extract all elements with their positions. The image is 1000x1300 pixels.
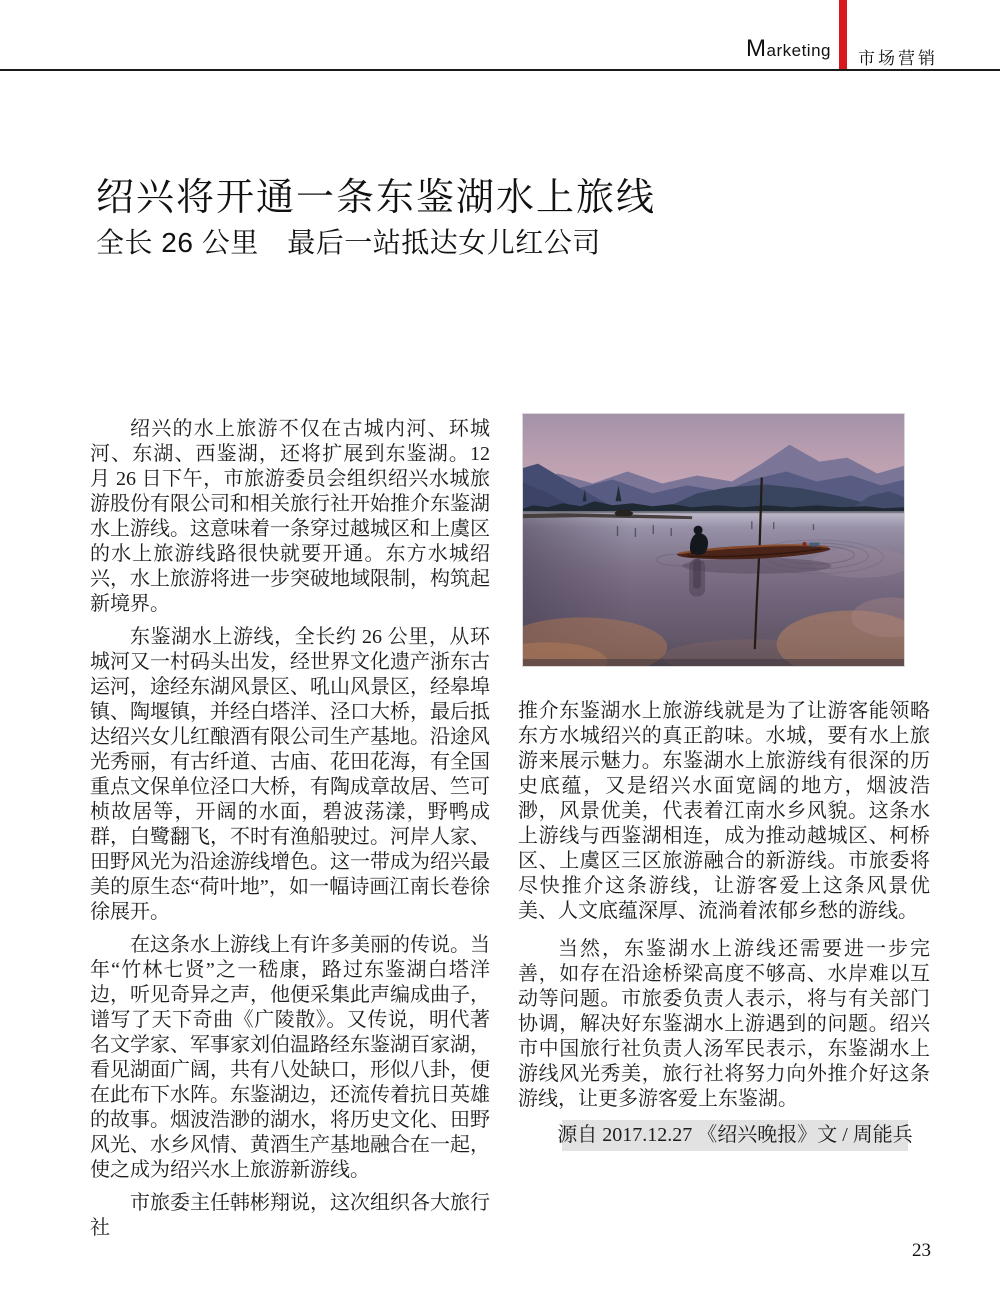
article-subtitle: 全长 26 公里 最后一站抵达女儿红公司 [96,227,601,258]
header-rule [0,69,1000,71]
section-label-en-rest: arketing [766,41,831,60]
lake-dusk-photo-illustration [523,414,904,666]
paragraph-3: 在这条水上游线上有许多美丽的传说。当年“竹林七贤”之一嵇康，路过东鉴湖白塔洋边，听见奇异之声，他便采集此声编成曲子，谱写了天下奇曲《广陵散》。又传说，明代著名文学家、军事家刘伯温路经东鉴湖百家湖，看见湖面广阔，共有八处缺口，形似八卦，便在此布下水阵。东鉴湖边，还流传着抗日英雄的故事。烟波浩渺的湖水，将历史文化、田野风光、水乡风情、黄酒生产基地融合在一起，使之成为绍兴水上旅游新游线。 [90,934,490,1181]
section-label-en-initial: M [746,35,767,62]
title-block [96,176,816,260]
header-red-accent-bar [839,0,847,69]
paragraph-6: 当然，东鉴湖水上游线还需要进一步完善，如存在沿途桥梁高度不够高、水岸难以互动等问题。市旅委负责人表示，将与有关部门协调，解决好东鉴湖水上游遇到的问题。绍兴市中国旅行社负责人汤军民表示，东鉴湖水上游线风光秀美，旅行社将努力向外推介好这条游线，让更多游客爱上东鉴湖。 [518,938,930,1110]
section-label-zh: 市场营销 [858,49,938,68]
paragraph-4: 市旅委主任韩彬翔说，这次组织各大旅行社 [90,1192,490,1239]
page-number: 23 [912,1240,931,1261]
paragraph-5: 推介东鉴湖水上旅游线就是为了让游客能领略东方水城绍兴的真正韵味。水城，要有水上旅游来展示魅力。东鉴湖水上旅游线有很深的历史底蕴，又是绍兴水面宽阔的地方，烟波浩渺，风景优美，代表着江南水乡风貌。这条水上游线与西鉴湖相连，成为推动越城区、柯桥区、上虞区三区旅游融合的新游线。市旅委将尽快推介这条游线，让游客爱上这条风景优美、人文底蕴深厚、流淌着浓郁乡愁的游线。 [518,700,930,922]
lake-dusk-photo [522,413,905,667]
section-label-en [746,35,831,62]
paragraph-2: 东鉴湖水上游线，全长约 26 公里，从环城河又一村码头出发，经世界文化遗产浙东古运河，途经东湖风景区、吼山风景区，经皋埠镇、陶堰镇，并经白塔洋、泾口大桥，最后抵达绍兴女儿红酿酒有限公司生产基地。沿途风光秀丽，有古纤道、古庙、花田花海，有全国重点文保单位泾口大桥，有陶成章故居、竺可桢故居等，开阔的水面，碧波荡漾，野鸭成群，白鹭翻飞，不时有渔船驶过。河岸人家、田野风光为沿途游线增色。这一带成为绍兴最美的原生态“荷叶地”，如一幅诗画江南长卷徐徐展开。 [90,626,490,923]
paragraph-1: 绍兴的水上旅游不仅在古城内河、环城河、东湖、西鉴湖，还将扩展到东鉴湖。12 月 26 日下午，市旅游委员会组织绍兴水城旅游股份有限公司和相关旅行社开始推介东鉴湖水上游线。这意味着一条穿过越城区和上虞区的水上旅游线路很快就要开通。东方水城绍兴，水上旅游将进一步突破地域限制，构筑起新境界。 [90,418,490,615]
article-title: 绍兴将开通一条东鉴湖水上旅线 [96,177,657,219]
left-column [90,417,490,1249]
right-column [518,413,930,1151]
source-attribution: 源自 2017.12.27 《绍兴晚报》文 / 周能兵 [562,1120,908,1151]
